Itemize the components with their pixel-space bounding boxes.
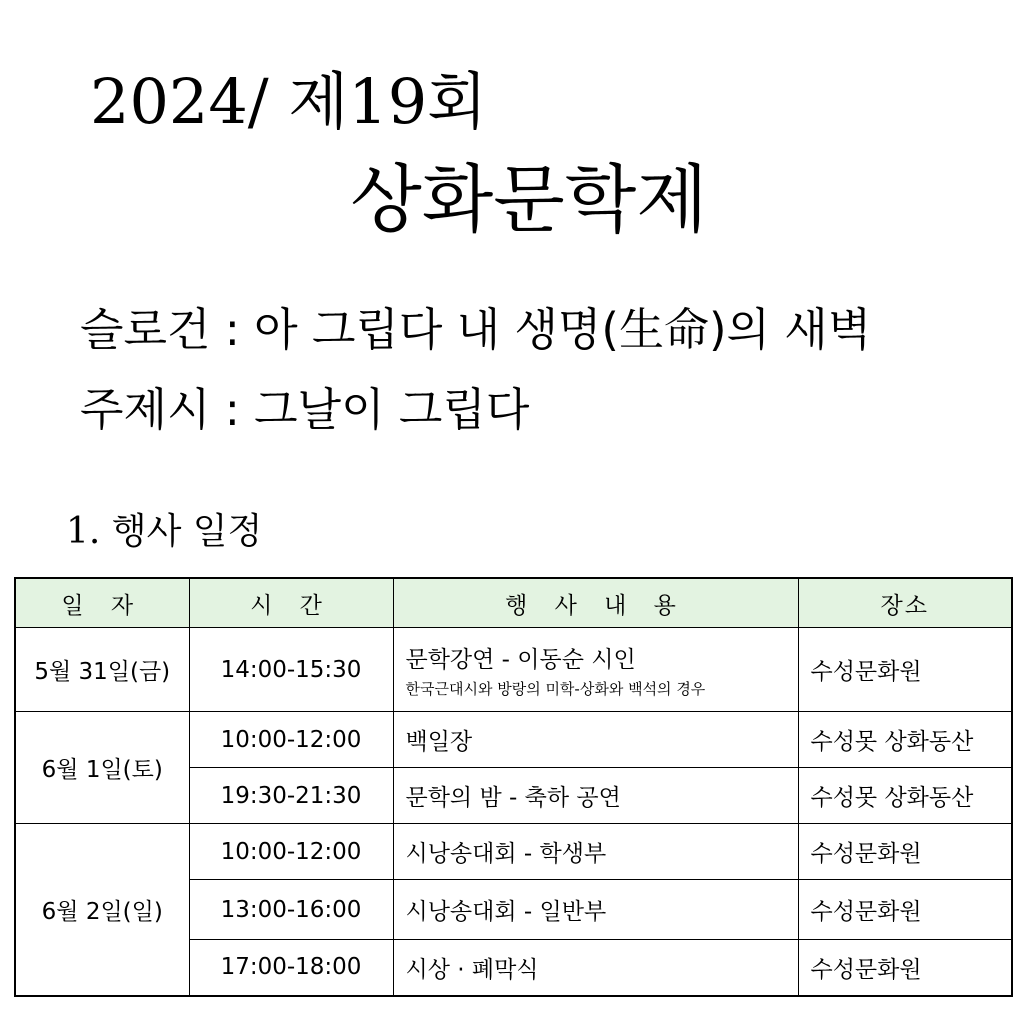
event-cell: 시낭송대회 - 학생부: [393, 824, 798, 880]
time-cell: 17:00-18:00: [189, 940, 393, 996]
time-cell: 13:00-16:00: [189, 880, 393, 940]
date-cell: 5월 31일(금): [15, 628, 189, 712]
event-title: 문학강연 - 이동순 시인: [405, 646, 636, 673]
event-cell: [393, 628, 798, 712]
time-cell: 10:00-12:00: [189, 712, 393, 768]
venue-cell: 수성문화원: [798, 940, 1012, 996]
time-cell: 19:30-21:30: [189, 768, 393, 824]
column-header-venue: 장소: [798, 578, 1012, 628]
venue-cell: 수성못 상화동산: [798, 768, 1012, 824]
theme-poem-line: 주제시 : 그날이 그립다: [80, 383, 530, 436]
section-heading-schedule: 1. 행사 일정: [66, 511, 263, 552]
event-cell: 문학의 밤 - 축하 공연: [393, 768, 798, 824]
date-cell: 6월 2일(일): [15, 824, 189, 996]
event-cell: 시낭송대회 - 일반부: [393, 880, 798, 940]
table-row: [15, 824, 1012, 880]
time-cell: 14:00-15:30: [189, 628, 393, 712]
table-row: [15, 628, 1012, 712]
venue-cell: 수성문화원: [798, 628, 1012, 712]
venue-cell: 수성못 상화동산: [798, 712, 1012, 768]
column-header-event: 행 사 내 용: [393, 578, 798, 628]
date-cell: 6월 1일(토): [15, 712, 189, 824]
table-row: [15, 712, 1012, 768]
table-header-row: [15, 578, 1012, 628]
slogan-line: 슬로건 : 아 그립다 내 생명(生命)의 새벽: [80, 303, 872, 356]
venue-cell: 수성문화원: [798, 824, 1012, 880]
column-header-time: 시 간: [189, 578, 393, 628]
festival-title: 상화문학제: [350, 157, 708, 243]
event-cell: 백일장: [393, 712, 798, 768]
event-cell: 시상 · 폐막식: [393, 940, 798, 996]
venue-cell: 수성문화원: [798, 880, 1012, 940]
event-subtitle: 한국근대시와 방랑의 미학-상화와 백석의 경우: [405, 679, 706, 698]
edition-year-heading: 2024/ 제19회: [90, 65, 488, 138]
time-cell: 10:00-12:00: [189, 824, 393, 880]
schedule-table: [14, 577, 1013, 997]
column-header-date: 일 자: [15, 578, 189, 628]
